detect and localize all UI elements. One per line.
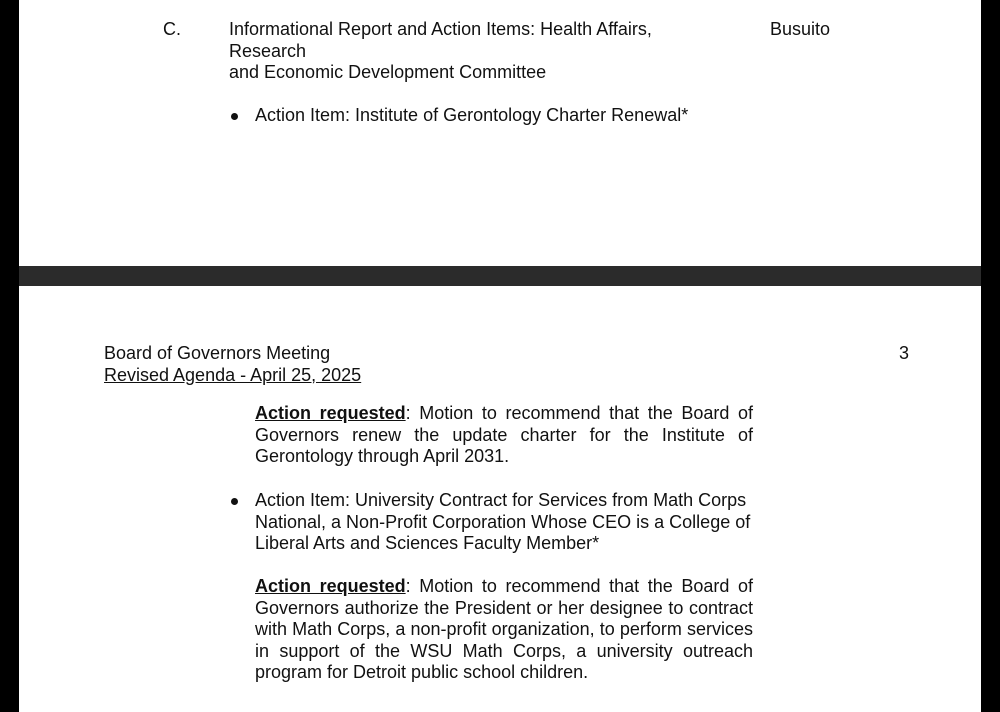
action-requested-paragraph [255, 576, 753, 684]
agenda-page-2 [19, 0, 981, 266]
action-requested-label: Action requested [255, 576, 406, 596]
page-number: 3 [899, 343, 910, 363]
header-title: Board of Governors Meeting [104, 343, 331, 363]
presenter-name: Busuito [770, 19, 831, 39]
action-requested-label: Action requested [255, 403, 406, 423]
item-letter: C. [163, 19, 181, 39]
page-separator [19, 266, 981, 286]
action-requested-text: : Motion to recommend that the Board of Governors authorize the President or her designee to contract with Math Corps, a non-profit organization, to perform services in support of the WSU Math Corps, a university outreach program for Detroit public school children. [255, 576, 753, 682]
item-title-line: Research [229, 40, 307, 61]
header-subtitle: Revised Agenda - April 25, 2025 [104, 364, 362, 385]
bullet-item: Action Item: University Contract for Services from Math Corps National, a Non-Profit Corporation Whose CEO is a College of Liberal Arts and Sciences Faculty Member* [255, 490, 751, 553]
bullet-icon [231, 498, 238, 505]
bullet-item: Action Item: Institute of Gerontology Charter Renewal* [255, 105, 689, 125]
item-title-line: and Economic Development Committee [229, 62, 547, 82]
item-title-line: Informational Report and Action Items: Health Affairs, [229, 19, 652, 39]
action-requested-paragraph [255, 403, 753, 468]
item-title [229, 19, 729, 84]
agenda-page-3 [19, 286, 981, 712]
action-requested-text: : Motion to recommend that the Board of Governors renew the update charter for the Institute of Gerontology through April 2031. [255, 403, 753, 466]
bullet-icon [231, 113, 238, 120]
page-header [104, 343, 361, 386]
